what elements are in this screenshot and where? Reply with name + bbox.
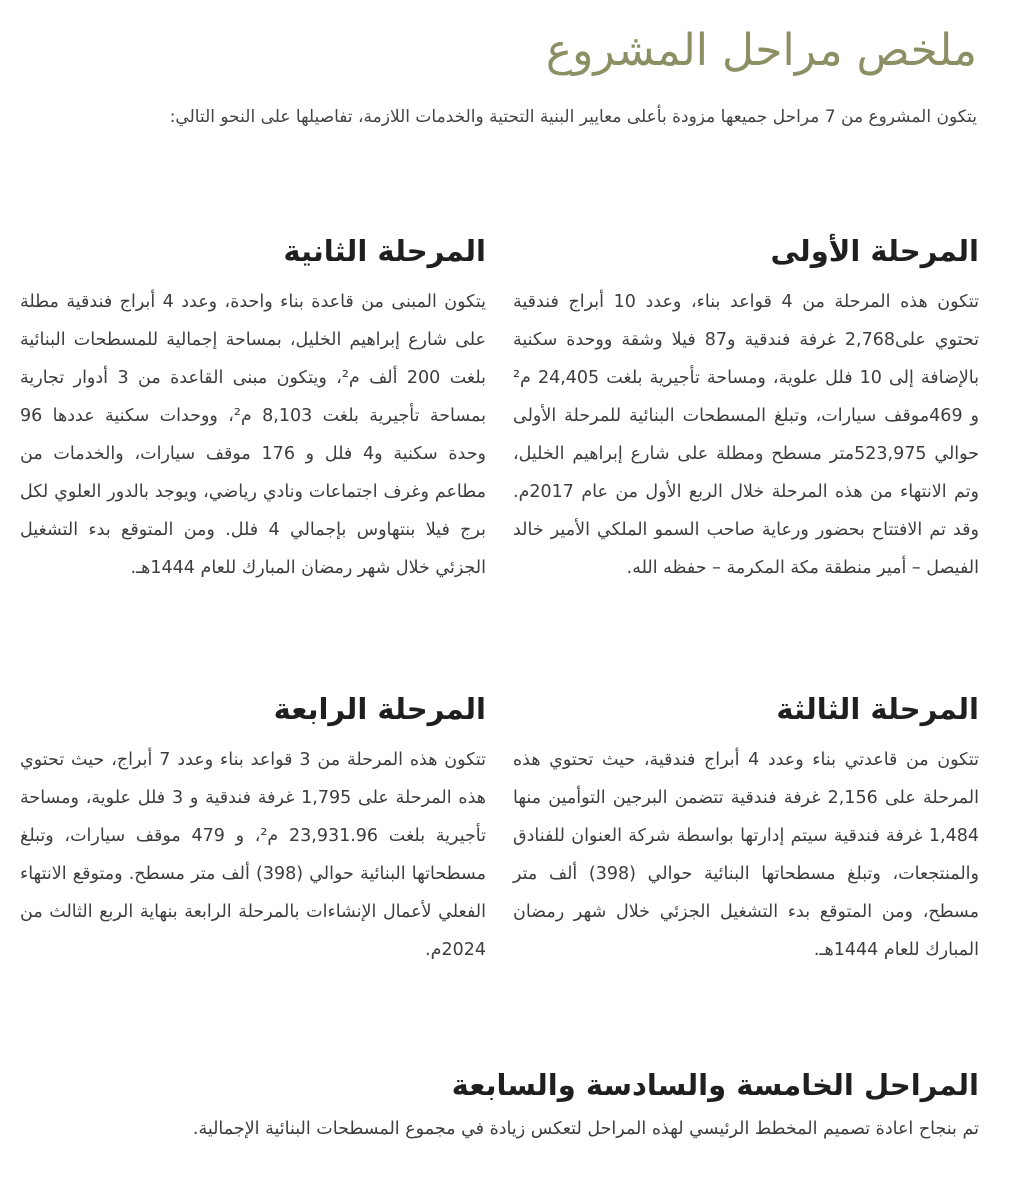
phase-one-body: تتكون هذه المرحلة من 4 قواعد بناء، وعدد 10 أبراج فندقية تحتوي على2,768 غرفة فندقية و87 فيلا وشقة ووحدة سكنية بالإضافة إلى 10 فلل علوية، ومساحة تأجيرية بلغت 24,405 م² و 469موقف سيارات، وتبلغ المسطحات البنائية للمرحلة الأولى حوالي 523,975متر مسطح ومطلة على شارع إبراهيم الخليل، وتم الانتهاء من هذه المرحلة خلال الربع الأول من عام 2017م. وقد تم الافتتاح بحضور ورعاية صاحب السمو الملكي الأمير خالد الفيصل – أمير منطقة مكة المكرمة – حفظه الله. (513, 292, 980, 579)
intro-text: يتكون المشروع من 7 مراحل جميعها مزودة بأعلى معايير البنية التحتية والخدمات اللازمة، تفاصيلها على النحو التالي: (169, 107, 977, 127)
phase-one-section (513, 232, 979, 587)
page-title: ملخص مراحل المشروع (545, 25, 977, 76)
phases-five-six-seven-title: المراحل الخامسة والسادسة والسابعة (451, 1068, 979, 1102)
phases-five-six-seven-body: تم بنجاح اعادة تصميم المخطط الرئيسي لهذه المراحل لتعكس زيادة في مجموع المسطحات البنائية الإجمالية. (192, 1119, 979, 1140)
phase-four-body: تتكون هذه المرحلة من 3 قواعد بناء وعدد 7 أبراج، حيث تحتوي هذه المرحلة على 1,795 غرفة فندقية و 3 فلل علوية، ومساحة تأجيرية بلغت 23,931.96 م²، و 479 موقف سيارات، وتبلغ مسطحاتها البنائية حوالي (398) ألف متر مسطح. ومتوقع الانتهاء الفعلي لأعمال الإنشاءات بالمرحلة الرابعة بنهاية الربع الثالث من 2024م. (20, 750, 487, 961)
phase-four-section (20, 690, 486, 969)
phase-two-body: يتكون المبنى من قاعدة بناء واحدة، وعدد 4 أبراج فندقية مطلة على شارع إبراهيم الخليل، بمساحة إجمالية للمسطحات البنائية بلغت 200 ألف م²، ويتكون مبنى القاعدة من 3 أدوار تجارية بمساحة تأجيرية بلغت 8,103 م²، ووحدات سكنية عددها 96 وحدة سكنية و4 فلل و 176 موقف سيارات، والخدمات من مطاعم وغرف اجتماعات ونادي رياضي، ويوجد بالدور العلوي لكل برج فيلا بنتهاوس بإجمالي 4 فلل. ومن المتوقع بدء التشغيل الجزئي خلال شهر رمضان المبارك للعام 1444هـ. (20, 292, 487, 579)
phase-two-title: المرحلة الثانية (283, 234, 486, 268)
phase-three-body: تتكون من قاعدتي بناء وعدد 4 أبراج فندقية، حيث تحتوي هذه المرحلة على 2,156 غرفة فندقية تتضمن البرجين التوأمين منها 1,484 غرفة فندقية سيتم إدارتها بواسطة شركة العنوان للفنادق والمنتجعات، وتبلغ مسطحاتها البنائية حوالي (398) ألف متر مسطح، ومن المتوقع بدء التشغيل الجزئي خلال شهر رمضان المبارك للعام 1444هـ. (513, 750, 979, 961)
phase-one-title: المرحلة الأولى (770, 234, 979, 268)
phase-four-title: المرحلة الرابعة (273, 692, 486, 726)
phase-two-section (20, 232, 486, 587)
phase-three-title: المرحلة الثالثة (776, 692, 979, 726)
phase-three-section (513, 690, 979, 969)
phases-five-six-seven-section (39, 1066, 979, 1143)
